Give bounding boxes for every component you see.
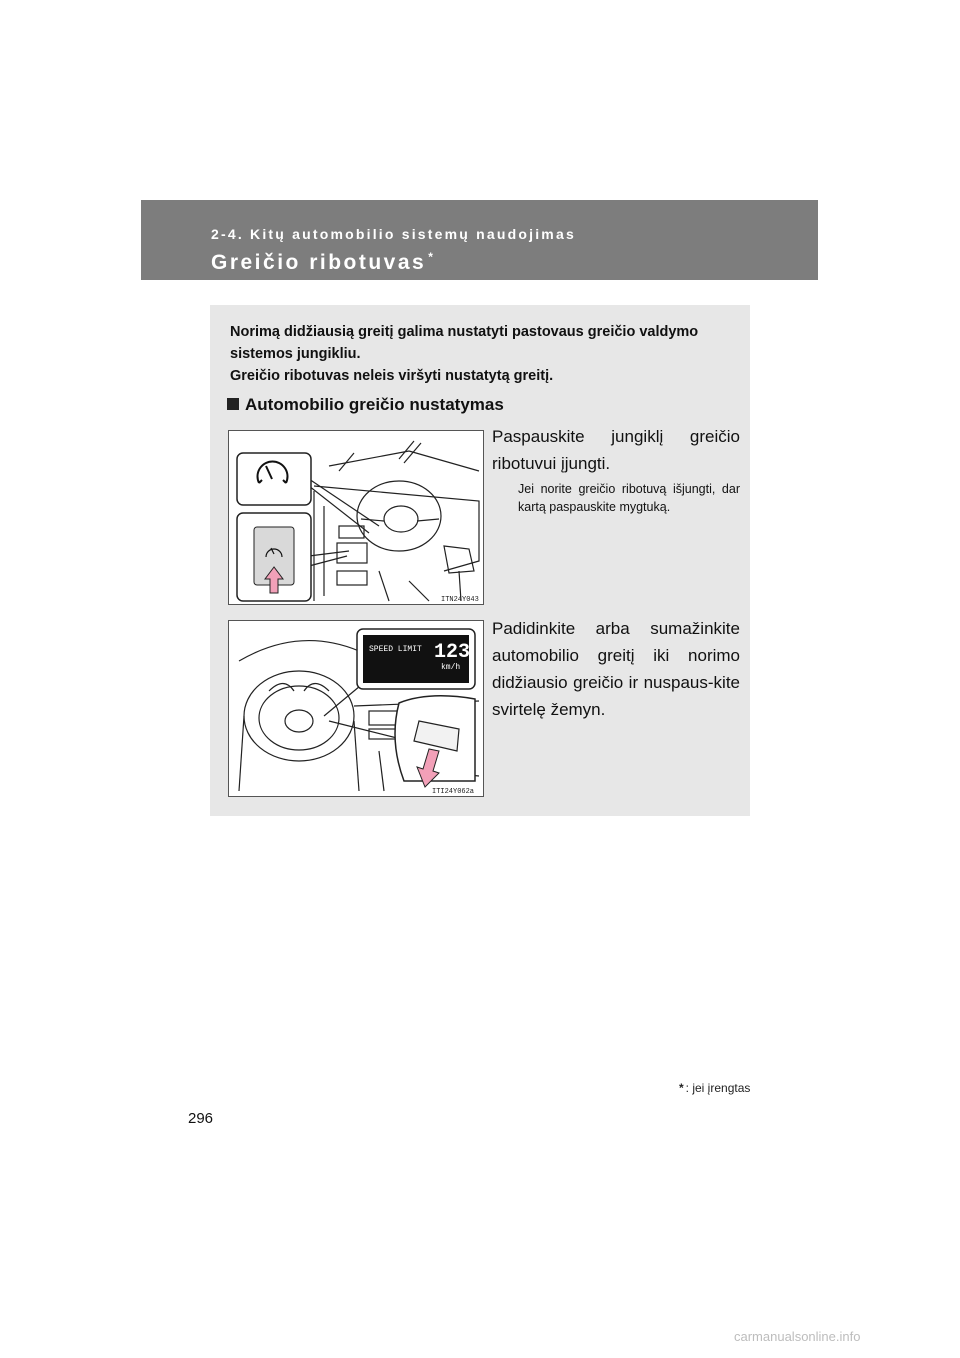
page-number: 296 — [188, 1110, 214, 1127]
dashboard-illustration — [229, 431, 484, 605]
step2-text: Padidinkite arba sumažinkite automobilio greitį iki norimo didžiausio greičio ir nuspaus-kite svirtelę žemyn. — [492, 619, 740, 719]
intro-text — [230, 321, 735, 387]
page-title — [211, 250, 435, 275]
title-footnote-mark: * — [428, 250, 436, 264]
section-header — [141, 200, 818, 280]
display-value: 123 — [434, 641, 471, 664]
content-panel — [210, 305, 750, 816]
figure2-code: ITI24Y062a — [432, 788, 475, 796]
watermark-link[interactable]: carmanualsonline.info — [734, 1329, 861, 1344]
page-title-text: Greičio ribotuvas — [211, 251, 427, 274]
square-bullet-icon — [227, 398, 239, 410]
display-unit: km/h — [441, 663, 461, 672]
figure-switch-location — [228, 430, 484, 605]
figure1-code: ITN24Y043 — [441, 596, 479, 604]
intro-line-2: Greičio ribotuvas neleis viršyti nustatytą greitį. — [230, 368, 554, 384]
footnote-text: : jei įrengtas — [685, 1081, 751, 1095]
intro-line-1: Norimą didžiausią greitį galima nustatyti pastovaus greičio valdymo sistemos jungikliu. — [230, 324, 699, 362]
subheading — [227, 395, 504, 415]
section-label: 2-4. Kitų automobilio sistemų naudojimas — [211, 226, 576, 242]
subheading-text: Automobilio greičio nustatymas — [245, 395, 504, 414]
footnote-mark: * — [679, 1081, 684, 1095]
display-label: SPEED LIMIT — [369, 645, 422, 654]
step1-text: Paspauskite jungiklį greičio ribotuvui įjungti. — [492, 427, 740, 473]
figure-speed-setting — [228, 620, 484, 797]
step1-note: Jei norite greičio ribotuvą išjungti, dar kartą paspauskite mygtuką. — [518, 482, 740, 514]
footnote — [679, 1081, 750, 1095]
steering-illustration — [229, 621, 484, 797]
